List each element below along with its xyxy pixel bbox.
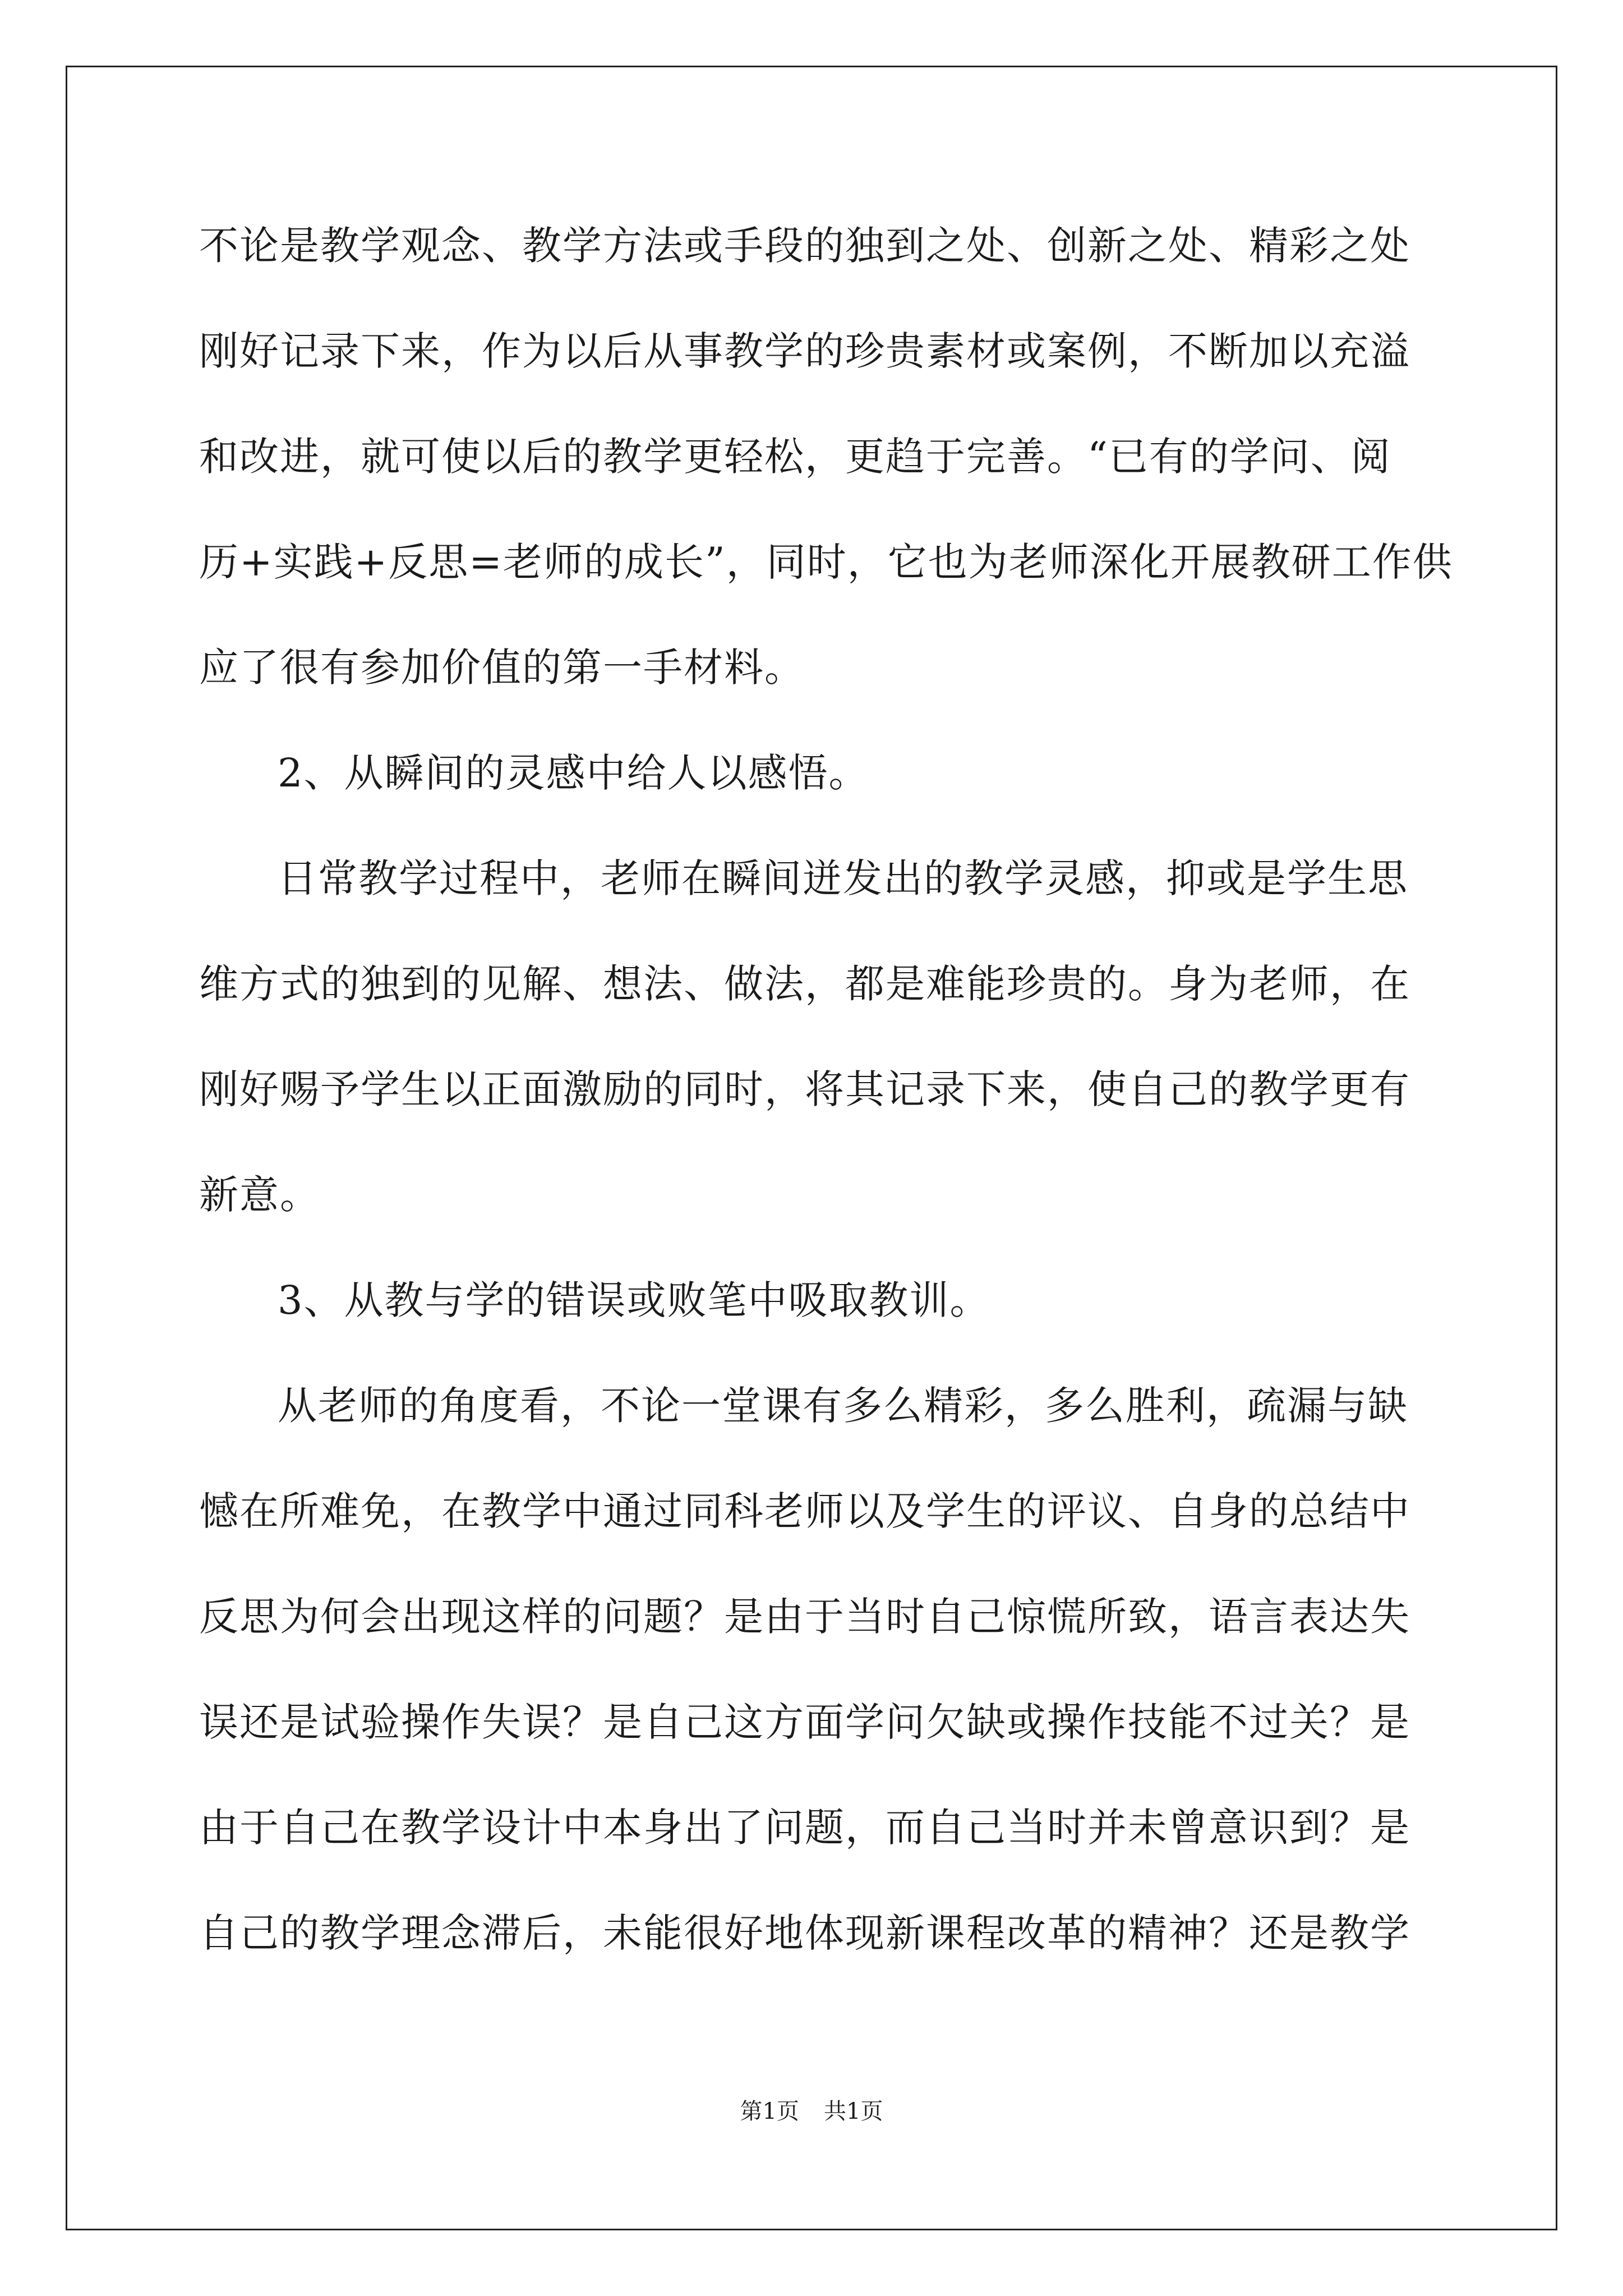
body-line: 维方式的独到的见解、想法、做法，都是难能珍贵的。身为老师，在	[199, 961, 1410, 1007]
section-heading: 3、从教与学的错误或败笔中吸取教训。	[278, 1277, 990, 1323]
body-line: 历+实践+反思=老师的成长”，同时，它也为老师深化开展教研工作供	[199, 539, 1453, 585]
body-line: 刚好赐予学生以正面激励的同时，将其记录下来，使自己的教学更有	[199, 1066, 1410, 1112]
body-line: 从老师的角度看，不论一堂课有多么精彩，多么胜利，疏漏与缺	[278, 1383, 1408, 1429]
body-line: 刚好记录下来，作为以后从事教学的珍贵素材或案例，不断加以充溢	[199, 328, 1410, 374]
page-footer	[0, 2095, 1623, 2128]
body-line: 和改进，就可使以后的教学更轻松，更趋于完善。“已有的学问、阅	[199, 434, 1391, 480]
body-line: 应了很有参加价值的第一手材料。	[199, 645, 805, 691]
section-heading: 2、从瞬间的灵感中给人以感悟。	[278, 750, 869, 796]
body-line: 日常教学过程中，老师在瞬间迸发出的教学灵感，抑或是学生思	[278, 855, 1408, 901]
body-line: 由于自己在教学设计中本身出了问题，而自己当时并未曾意识到？是	[199, 1805, 1410, 1851]
body-line: 新意。	[199, 1172, 320, 1218]
page-number-current: 第1页	[740, 2099, 799, 2124]
document-body	[199, 213, 1453, 2006]
body-line: 反思为何会出现这样的问题？是由于当时自己惊慌所致，语言表达失	[199, 1594, 1410, 1640]
body-line: 憾在所难免，在教学中通过同科老师以及学生的评议、自身的总结中	[199, 1488, 1410, 1534]
body-line: 误还是试验操作失误？是自己这方面学问欠缺或操作技能不过关？是	[199, 1699, 1410, 1745]
body-line: 不论是教学观念、教学方法或手段的独到之处、创新之处、精彩之处	[199, 223, 1410, 269]
page-number-total: 共1页	[824, 2099, 883, 2124]
body-line: 自己的教学理念滞后，未能很好地体现新课程改革的精神？还是教学	[199, 1910, 1410, 1956]
